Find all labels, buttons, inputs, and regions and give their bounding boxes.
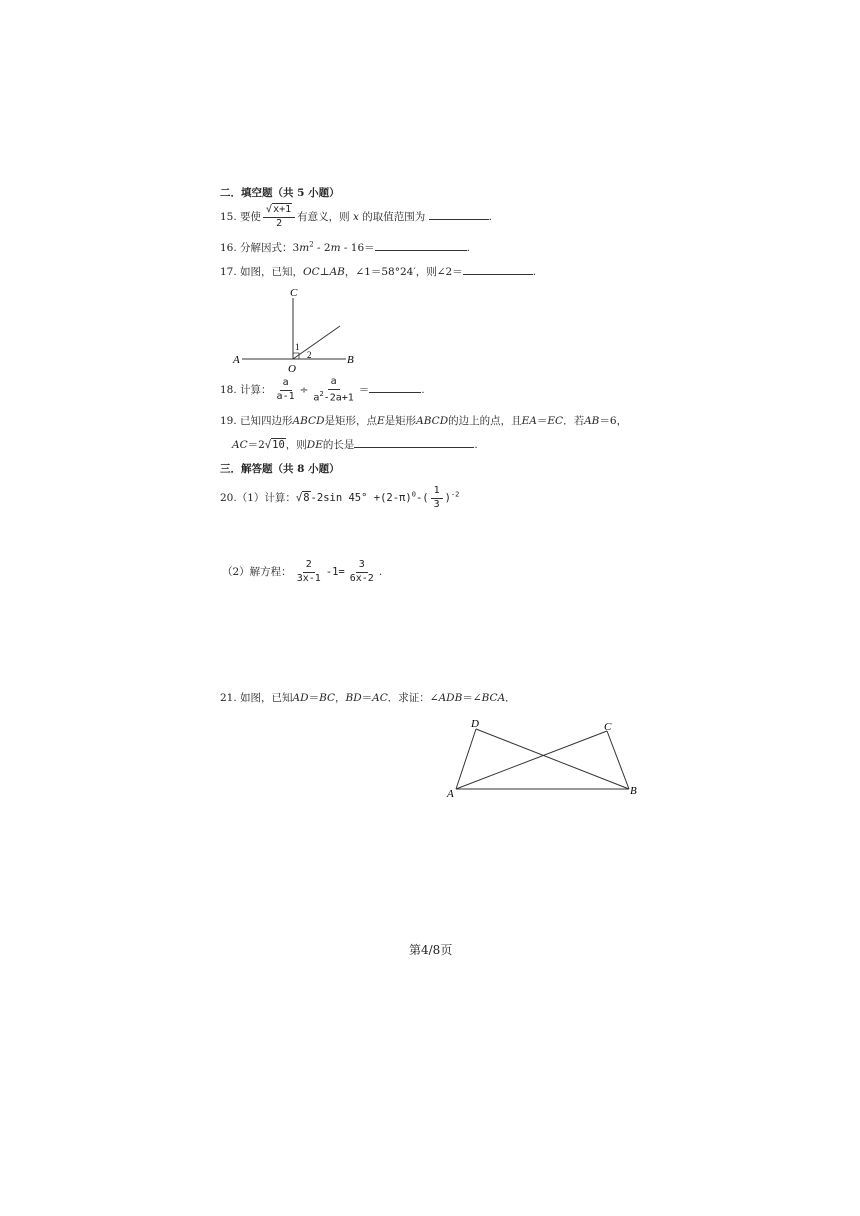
question-18	[220, 377, 425, 403]
q15-radicand: x+1	[273, 204, 292, 215]
question-19-line1	[220, 413, 627, 428]
q20-expr1: -2sin 45°	[310, 492, 368, 504]
fig17-label-b: B	[347, 354, 354, 366]
q19-radicand: 10	[272, 439, 285, 451]
q16-m1: m	[299, 242, 310, 254]
q20-sup0: 0	[411, 490, 416, 499]
q19-ea: EA	[521, 415, 537, 427]
q20-fd: 3	[433, 498, 440, 510]
q20-end: .	[378, 566, 383, 578]
q17-angle: ，∠1＝58°24′，则∠2＝	[344, 266, 463, 278]
q16-m2: m	[330, 242, 341, 254]
q15-answer-blank[interactable]	[429, 209, 489, 220]
fig17-label-2: 2	[307, 350, 312, 360]
q16-term3: - 16＝	[340, 242, 375, 254]
q15-var: x	[352, 211, 359, 223]
q20-supm2: -2	[450, 490, 460, 499]
q16-pre: 分解因式：	[240, 242, 293, 254]
q18-d2a: a	[313, 391, 320, 403]
q21-ac: AC	[372, 692, 388, 704]
question-16	[220, 240, 470, 255]
q15-post: 有意义，则	[297, 211, 350, 223]
q20-d1: 3x-1	[296, 572, 321, 584]
q18-number: 18.	[220, 384, 237, 397]
q16-exp: 2	[309, 240, 314, 249]
q20-number: 20.	[220, 492, 237, 504]
fig17-label-1: 1	[295, 342, 300, 352]
q21-comma: ，	[335, 692, 346, 704]
question-21	[220, 690, 516, 705]
section-2-title: 二．填空题（共 5 小题）	[220, 187, 340, 199]
page-number: 第4/8页	[409, 943, 453, 957]
q18-answer-blank[interactable]	[369, 382, 421, 393]
section-3-title: 三．解答题（共 8 小题）	[220, 463, 340, 475]
fig21-label-b: B	[630, 785, 637, 797]
question-20-part2	[222, 560, 382, 584]
q20-p2-label: （2）解方程：	[222, 566, 292, 578]
q17-pre: 如图，已知，	[240, 266, 304, 278]
q19-ac: AC	[232, 439, 248, 451]
q19-ab: AB	[584, 415, 600, 427]
q19-e: E	[377, 415, 385, 427]
question-17	[220, 264, 536, 279]
q18-eq: ＝	[358, 384, 370, 397]
q20-radicand: 8	[303, 492, 310, 504]
q17-end: .	[532, 266, 537, 278]
q15-post2: 的取值范围为	[362, 211, 426, 223]
q18-d1: a-1	[276, 390, 295, 402]
fig17-label-c: C	[290, 287, 298, 299]
q17-perp: ⊥	[319, 266, 330, 278]
q19-t1: 已知四边形	[240, 415, 293, 427]
fig21-label-d: D	[471, 718, 479, 730]
q18-div: ÷	[299, 384, 309, 397]
q19-t3: 是矩形	[384, 415, 417, 427]
q15-fraction: $\frac{√x+1}{2}$	[263, 205, 295, 229]
q21-bd: BD	[345, 692, 362, 704]
q21-number: 21.	[220, 692, 237, 704]
q21-pre: 如图，已知	[240, 692, 293, 704]
q19-t7: ＝2	[247, 439, 265, 451]
q20-frac-right	[347, 560, 377, 584]
q21-eq2: ＝	[361, 692, 373, 704]
q21-bc: BC	[319, 692, 336, 704]
q20-expr2: +(2-π)	[367, 492, 412, 504]
q19-t4: 的边上的点，且	[448, 415, 522, 427]
q20-p1-label: （1）计算：	[236, 492, 296, 504]
q21-ad: AD	[292, 692, 309, 704]
q18-d2sup: 2	[319, 389, 324, 398]
fig21-line-ad	[456, 729, 476, 789]
q18-d2b: -2a+1	[323, 391, 354, 403]
q18-frac1	[274, 378, 298, 402]
q18-frac2	[310, 377, 356, 403]
q20-d2: 6x-2	[349, 572, 374, 584]
fig17-ray	[293, 326, 340, 359]
q20-expr4: )	[444, 492, 451, 504]
q19-answer-blank[interactable]	[354, 437, 474, 448]
fig17-label-a: A	[233, 354, 240, 366]
fig21-line-db	[476, 729, 629, 789]
q16-answer-blank[interactable]	[375, 240, 467, 251]
q17-ab: AB	[329, 266, 345, 278]
q17-oc: OC	[303, 266, 320, 278]
q19-ec: EC	[547, 415, 564, 427]
q19-de: DE	[306, 439, 323, 451]
q18-pre: 计算：	[240, 384, 272, 397]
q16-coef: 3	[292, 242, 300, 254]
fig21-line-bc	[607, 731, 629, 789]
q16-end: .	[466, 242, 470, 254]
q18-n1: a	[280, 378, 292, 391]
q19-number: 19.	[220, 415, 237, 427]
q20-frac	[431, 486, 443, 510]
q20-mid: -1=	[325, 566, 345, 578]
fig21-label-a: A	[447, 788, 454, 800]
q21-bca: BCA	[481, 692, 506, 704]
q18-end: .	[421, 384, 425, 397]
q18-n2: a	[328, 377, 340, 390]
q21-eq3: ＝∠	[462, 692, 482, 704]
q19-abcd1: ABCD	[292, 415, 325, 427]
question-15	[220, 205, 492, 229]
q21-mid: ．求证：∠	[387, 692, 439, 704]
q19-abcd2: ABCD	[416, 415, 449, 427]
q19-eqs: ＝	[536, 415, 548, 427]
fig17-label-o: O	[288, 363, 296, 375]
q19-t9: 的长是	[322, 439, 355, 451]
q19-t6: ＝6，	[599, 415, 628, 427]
q15-pre: 要使	[240, 211, 262, 223]
question-19-line2: AC＝2√10，则DE的长是 .	[232, 439, 478, 451]
figure-21	[440, 712, 645, 804]
q19-end: .	[474, 439, 478, 451]
fig21-label-c: C	[604, 721, 612, 733]
q16-number: 16.	[220, 242, 237, 254]
q15-end: .	[488, 211, 492, 223]
q17-answer-blank[interactable]	[463, 264, 533, 275]
q21-end: ．	[505, 692, 516, 704]
q20-n2: 3	[356, 560, 368, 573]
question-20-part1: 20.（1）计算：√8-2sin $45^\circ +(2-\pi)^0-$( $\frac{1}{3}$ )$^{-2}$	[220, 485, 460, 510]
q19-t2: 是矩形，点	[324, 415, 377, 427]
q20-fn: 1	[431, 486, 443, 499]
q19-t8: ，则	[285, 439, 307, 451]
q20-n1: 2	[303, 560, 315, 573]
q16-term2: - 2	[313, 242, 331, 254]
q21-adb: ADB	[438, 692, 463, 704]
q19-t5: ．若	[563, 415, 585, 427]
q15-number: 15.	[220, 211, 237, 223]
figure-17	[228, 284, 363, 376]
q20-frac-left	[294, 560, 324, 584]
q15-denominator: 2	[276, 217, 283, 229]
q21-eq1: ＝	[308, 692, 320, 704]
q17-number: 17.	[220, 266, 237, 278]
fig21-line-ac	[456, 731, 607, 789]
q20-expr3: -(	[415, 492, 429, 504]
